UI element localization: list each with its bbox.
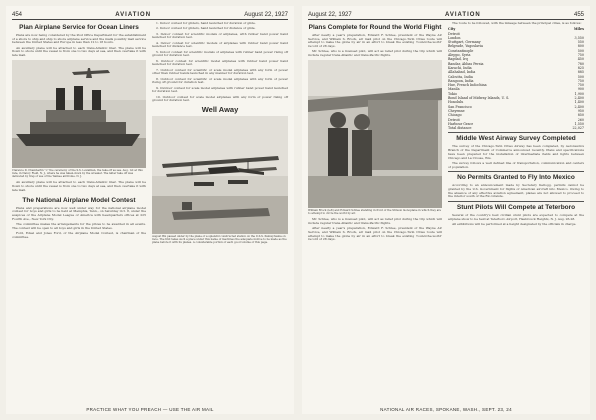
paragraph: Mr. Schlee, who is a licensed pilot, will act as relief pilot during the trip which will include regular trans-Atlantic and trans-Pacific flights. [308,217,442,225]
pilots-caption: William Brock (left) and Edward Schlee standing in front of the Stinson monoplane in which they are to attempt to circle the world by air. [308,208,442,216]
paragraph: All exhibitions will be performed at a height designated by the officials in charge. [452,222,577,227]
route-city: Harbour Grace [448,121,474,126]
contest-events-list [152,22,288,103]
article-title-airway-survey: Middle West Airway Survey Completed [456,135,576,143]
article-body-continued [12,181,146,192]
paragraph: The committee makes the arrangements for the prizes to be awarded in all events. The contest will be open to all boys and girls in the United States. [12,221,146,230]
contest-event: 3. Indoor contest for scientific models of airplanes, with rubber band power hand launched for duration test. [152,31,288,40]
route-table-row [448,126,584,130]
route-miles: 780 [577,61,584,66]
article-title-well-away: Well Away [201,105,239,114]
left-magazine-title: AVIATION [115,11,152,18]
route-city: Hue, French Indochina [448,83,487,88]
article-title-mexico-permits: No Permits Granted to Fly Into Mexico [457,174,575,182]
route-city: Belgrade, Yugoslavia [448,44,483,49]
route-city: Allahabad, India [448,70,476,75]
paragraph: An auxiliary plane will be attached to each trans-Atlantic liner. The plane will be flown to shore until the vessel is from one to two days at sea, and then overtake it with late mail. [12,180,146,192]
route-miles: 500 [577,48,584,53]
route-miles: 260 [577,117,584,122]
contest-event: 4. Indoor contest for scientific models of airplanes with rubber band power hand launched for distance test. [152,40,288,49]
seaplane-photo [152,116,288,234]
route-miles: 1,550 [574,121,584,126]
route-miles: 450 [577,57,584,62]
paragraph: According to an announcement made by Secretary Kellogg, permits cannot be granted by the U.S. Government for flights of American aircraft into Mexico. Owing to the absence of any effective aviation agreement, planes are not allowed to proceed to the interior south of the Rio Grande. [448,183,584,199]
article-title-stunt-pilots: Stunt Pilots Will Compete at Teterboro [456,204,576,212]
route-city: London [448,35,461,40]
article-body-airway-survey [448,145,584,169]
route-miles: 900 [577,87,584,92]
right-page-number: 455 [573,11,584,18]
right-page-date: August 22, 1927 [308,11,352,18]
contest-event: 10. Outdoor contest for scale model airplanes with any form of power rising off ground for duration test. [152,94,288,103]
route-city: Chicago [448,113,462,118]
paragraph: Ford, Edsel and Jones Ford, of the Airplane Model Contest, is chairman of the committee. [12,230,146,239]
right-magazine-title: AVIATION [444,11,481,18]
route-miles: 550 [577,40,584,45]
route-city: Karachi, India [448,65,472,70]
route-intro [448,22,584,26]
left-page-header [12,10,288,20]
route-city: Bandar, Abbas Persia [448,61,484,66]
route-city: Detroit [448,31,460,36]
route-miles: 750 [577,78,584,83]
article-body-model-contest [12,207,146,240]
left-page-date: August 22, 1927 [244,11,288,18]
pilots-image [308,60,442,208]
ocean-liner-image [12,60,146,168]
article-body-round-world [308,34,442,58]
divider [448,132,584,133]
route-city: Bond Island of Midway Islands, U. S. [448,96,510,101]
route-miles: 2,400 [574,104,584,109]
article-title-ocean-liners: Plan Airplane Service for Ocean Liners [19,24,139,31]
paragraph: After nearly a year's preparation, Edward F. Schlee, president of the Wayne Air Service, and William S. Brock, air mail pilot on the Chicago-Twin Cities route will attempt to make the globe by air in an effort to break the existing 'round-the-world' record of 28 days. [308,226,442,242]
divider [448,201,584,202]
route-miles: 1,400 [574,100,584,105]
route-city: Stuttgart, Germany [448,40,481,45]
paragraph: Plans and preparations are now well under way for the national airplane model contest for boys and girls to be held at Memphis, Tenn., on Saturday Oct. 8, under the auspices of the Airplane Model League of America with headquarters offices at 225 Fourth Ave., New York City. [12,205,146,221]
contest-event: 9. Outdoor contest for scale model airplanes with rubber band power hand launched for duration test. [152,85,288,94]
route-miles: 3,550 [574,35,584,40]
ocean-liner-caption: Clarence D. Chamberlin "o" the ceremony of the S.S. Leviathan, the take-off as sea. Aug. 1st at this rate, in Nancy Field, N. J., where he was taken-down by the wreaker. The latter take off was delivered by trap of use of the Yankee airdrome. N. J. [12,168,143,179]
column-header-miles: Miles [573,27,584,32]
right-column-2 [448,22,584,228]
route-miles: 750 [577,53,584,58]
article-title-model-contest: The National Airplane Model Contest [22,196,136,204]
seaplane-caption: August Bix passed under by the plane of a splendid constructed station on the U.S.S. Pennsylvania on race. The first takes such a place under this name of machines the adequate motive to be made as the plane before it with its planes. A considerable portion of each good volume of this page. [152,235,287,245]
route-table-body [448,32,584,131]
route-miles: 825 [577,65,584,70]
route-city: Calcutta, India [448,74,473,79]
route-miles: 22,027 [572,126,584,131]
contest-event: 2. Indoor contest for gliders, hand launched for distance of glide. [156,26,256,31]
left-column-1 [12,22,146,241]
route-city: Manila [448,87,460,92]
right-column-1 [308,22,442,244]
route-miles: 750 [577,83,584,88]
column-header-city: City [448,27,456,32]
route-city: Bagdad, Irq [448,57,468,62]
left-column-2 [152,22,288,245]
route-city: Constantinople [448,48,474,53]
paragraph: Several of the country's best civilian stunt pilots are expected to compete at the airplane show to be held at Teterboro Airport, Hasbrouck Heights, N. J. Aug. 26-28. [448,213,584,221]
article-body-ocean-liners [12,34,146,58]
route-miles: 500 [577,74,584,79]
paragraph: Mr. Schlee, who is a licensed pilot, will act as relief pilot during the trip which will include regular trans-Atlantic and trans-Pacific flights. [308,49,442,58]
contest-event: 7. Outdoor contest for scientific or scale model airplanes with any form of power other than rubber bands launched in any manner for duration test. [152,67,288,76]
article-body-round-world-continued [308,218,442,242]
route-mileage-table [448,27,584,130]
paragraph: An auxiliary plane will be attached to each trans-Atlantic liner. The plane will be flown to shore until the vessel is from one to two days at sea, and then overtake it with late mail. [12,45,146,58]
contest-event: 6. Outdoor contest for scientific model airplanes with rubber band power hand launched for duration test. [152,58,288,67]
contest-event: 1. Indoor contest for gliders, hand launched for duration of glide. [156,21,256,25]
route-city: San Francisco [448,104,472,109]
route-city: Tokio [448,91,457,96]
contest-event: 5. Indoor contest for scientific models of airplanes with rubber band power rising off ground for duration test. [152,49,288,58]
route-miles: 2,400 [574,96,584,101]
paragraph: The survey of the Chicago-Twin Cities Airway has been completed, by Aeronautics Branch of the Department of Commerce announced recently. Plans and specifications have been prepared for the installation of intermediate fields and lights between Chicago and La Crosse, Wis. [448,144,584,160]
route-miles: 1,900 [574,91,584,96]
route-city: Honolulu [448,100,464,105]
route-miles: 885 [577,70,584,75]
ocean-liner-photo [12,60,146,168]
route-city: Total distance [448,126,472,131]
left-page [6,6,294,414]
route-city: Aleppo, Syria [448,53,471,58]
route-miles: 950 [577,108,584,113]
left-page-number: 454 [12,11,23,18]
contest-event: 8. Outdoor contest for scientific or scale model airplanes with any form of power rising off ground for duration test. [152,76,288,85]
right-page-header [308,10,584,20]
paragraph: After nearly a year's preparation, Edward F. Schlee, president of the Wayne Air Service, and William S. Brock, air mail pilot on the Chicago-Twin Cities route will attempt to make the globe by air in an effort to break the existing 'round-the-world' record of 28 days. [308,33,442,49]
pilots-photo [308,60,442,208]
article-body-stunt-pilots [448,214,584,227]
right-footer: NATIONAL AIR RACES, SPOKANE, WASH., SEPT. 23, 24 [380,407,512,412]
paragraph: The survey follows a well defined line of transportation, communication and centers of population. [448,160,584,169]
route-city: Rangoon, India [448,78,474,83]
divider [448,171,584,172]
route-city: Detroit [448,117,460,122]
right-page [302,6,590,414]
route-miles: 800 [577,44,584,49]
left-footer: PRACTICE WHAT YOU PREACH — USE THE AIR MAIL [86,407,214,412]
route-miles: 850 [577,113,584,118]
article-title-round-world: Plans Complete for Round the World Flight [308,24,442,31]
paragraph: Plans are now being considered by the Post Office Department for the establishment of a shore to ship and ship to shore airplane service and the mails possibly mail service between the United States and Europe in less than 12 to 18 hours. [12,33,146,45]
paragraph: The route to be followed, with the mileage between the principal cities, is as follows: [452,21,582,25]
article-body-mexico-permits [448,184,584,199]
route-city: Cheyenne [448,108,465,113]
seaplane-image [152,116,288,234]
